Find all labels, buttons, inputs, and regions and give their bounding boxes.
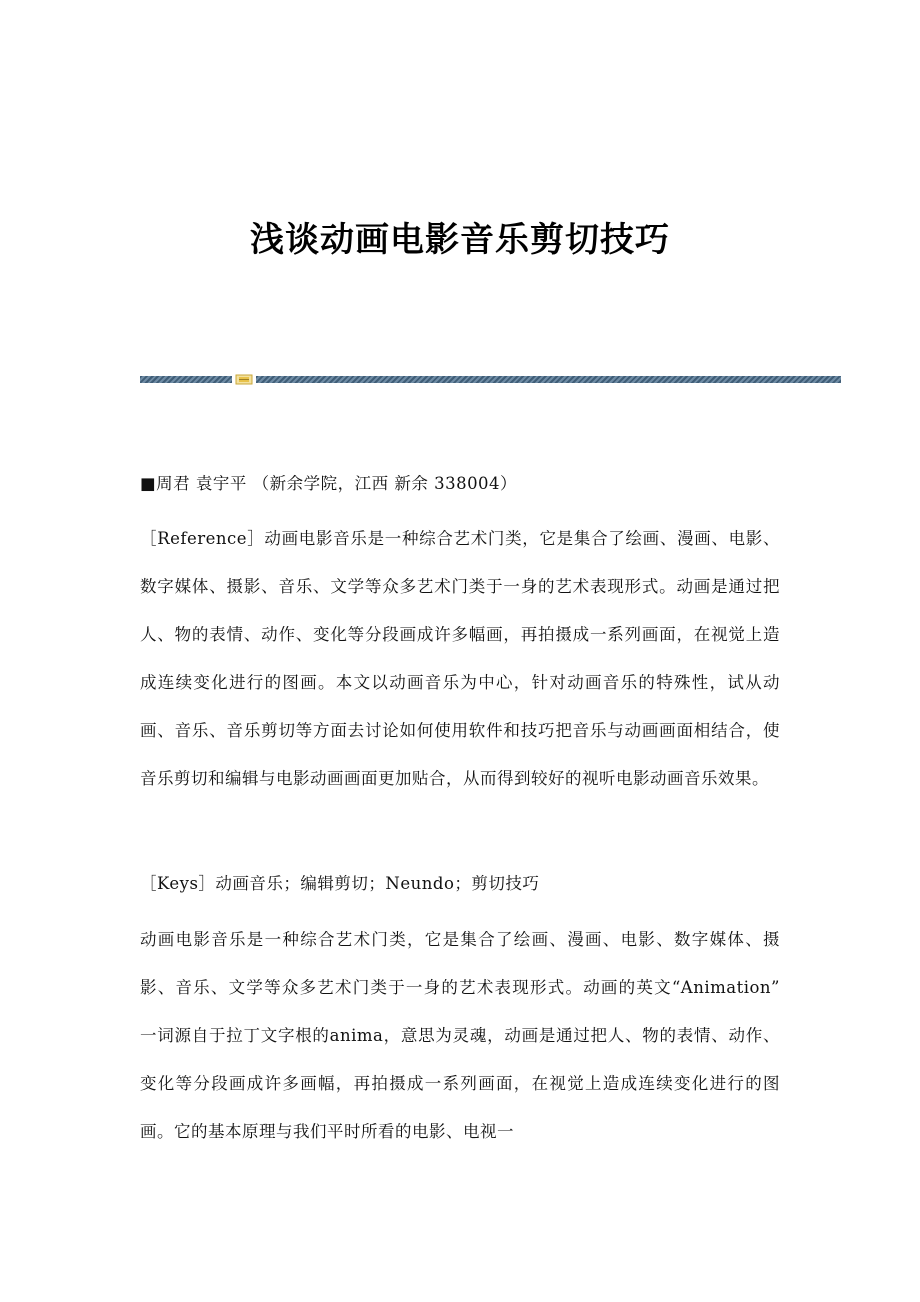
title-divider [140, 374, 841, 384]
paper-title: 浅谈动画电影音乐剪切技巧 [250, 220, 670, 260]
body-paragraph: 动画电影音乐是一种综合艺术门类，它是集合了绘画、漫画、电影、数字媒体、摄影、音乐、文学等众多艺术门类于一身的艺术表现形式。动画的英文“Animation” 一词源自于拉丁文字根的anima，意思为灵魂，动画是通过把人、物的表情、动作、变化等分段画成许多画幅，再拍摄成一系列画面，在视觉上造成连续变化进行的图画。它的基本原理与我们平时所看的电影、电视一 [140, 930, 780, 1141]
keywords-line: ［Keys］动画音乐；编辑剪切；Neundo；剪切技巧 [140, 874, 540, 893]
divider-bar-left [140, 376, 232, 383]
divider-ornament-icon [235, 374, 253, 385]
abstract-paragraph: ［Reference］动画电影音乐是一种综合艺术门类，它是集合了绘画、漫画、电影、数字媒体、摄影、音乐、文学等众多艺术门类于一身的艺术表现形式。动画是通过把人、物的表情、动作、变化等分段画成许多幅画，再拍摄成一系列画面，在视觉上造成连续变化进行的图画。本文以动画音乐为中心，针对动画音乐的特殊性，试从动画、音乐、音乐剪切等方面去讨论如何使用软件和技巧把音乐与动画画面相结合，使音乐剪切和编辑与电影动画画面更加贴合，从而得到较好的视听电影动画音乐效果。 [140, 529, 780, 788]
divider-bar-right [256, 376, 841, 383]
author-affiliation: ■周君 袁宇平 （新余学院，江西 新余 338004） [140, 474, 518, 493]
